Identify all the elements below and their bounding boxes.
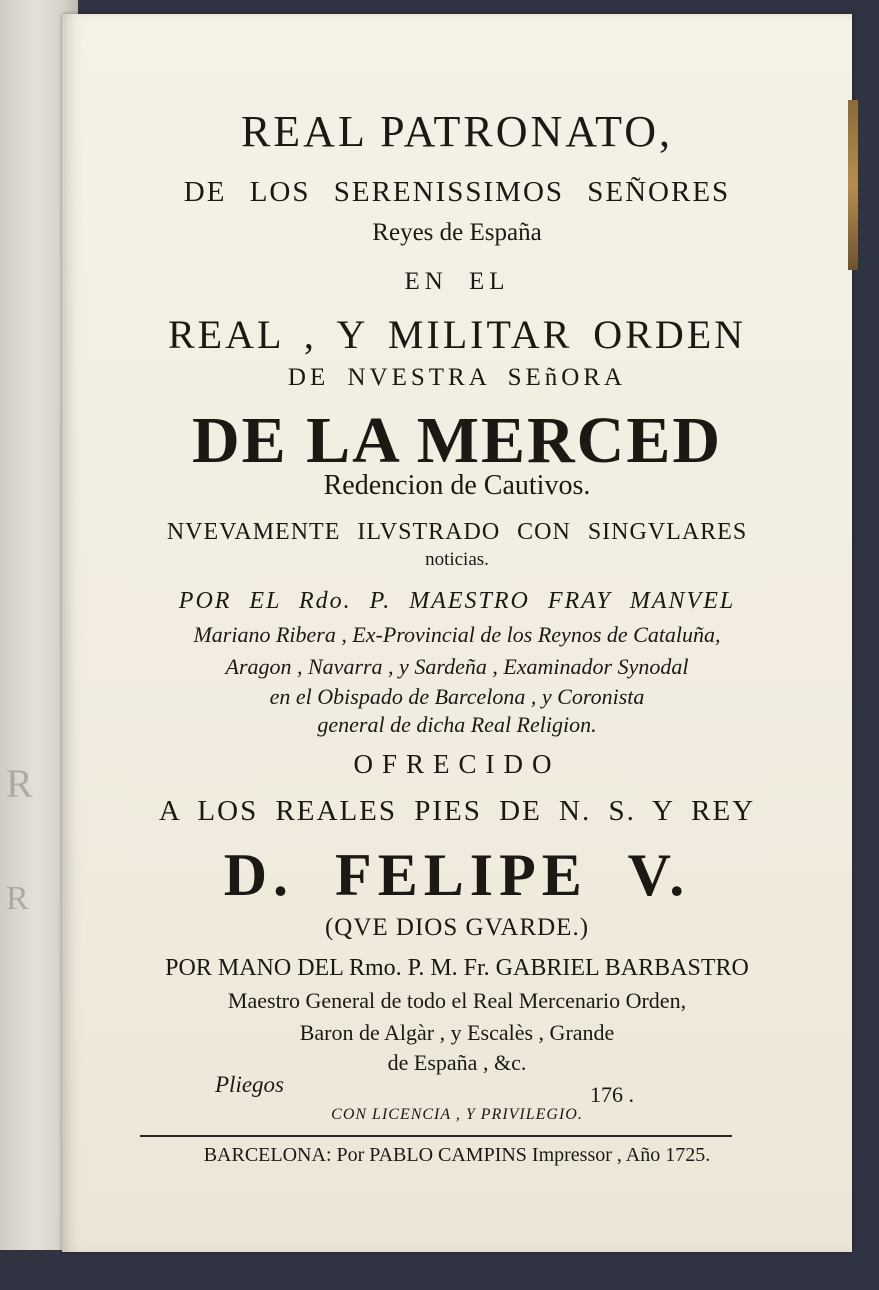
title-line-8: Redencion de Cautivos. bbox=[323, 470, 591, 501]
via-line-2: Maestro General de todo el Real Mercenario Orden, bbox=[227, 988, 687, 1013]
title-line-2: DE LOS SERENISSIMOS SEÑORES bbox=[183, 176, 731, 208]
title-line-10: noticias. bbox=[425, 549, 489, 570]
author-line-2: Mariano Ribera , Ex-Provincial de los Reynos de Cataluña, bbox=[193, 622, 721, 647]
via-line-1: POR MANO DEL Rmo. P. M. Fr. GABRIEL BARBASTRO bbox=[165, 955, 749, 981]
imprint-line: BARCELONA: Por PABLO CAMPINS Impressor , Año 1725. bbox=[203, 1144, 711, 1166]
king-name: D. FELIPE V. bbox=[223, 842, 691, 908]
ghost-letter: R bbox=[6, 761, 33, 806]
title-line-6: DE NVESTRA SEñORA bbox=[287, 364, 627, 391]
author-line-3: Aragon , Navarra , y Sardeña , Examinador Synodal bbox=[225, 654, 689, 679]
via-line-4: de España , &c. bbox=[387, 1050, 527, 1075]
blessing-line: (QVE DIOS GVARDE.) bbox=[324, 914, 590, 941]
title-line-1: REAL PATRONATO, bbox=[240, 107, 674, 156]
title-line-3: Reyes de España bbox=[372, 219, 542, 246]
offered-heading: OFRECIDO bbox=[353, 749, 561, 779]
license-line: CON LICENCIA , Y PRIVILEGIO. bbox=[331, 1106, 583, 1123]
title-line-9: NVEVAMENTE ILVSTRADO CON SINGVLARES bbox=[166, 519, 748, 545]
ghost-letter: R bbox=[6, 880, 29, 917]
folio-number: 176 . bbox=[590, 1082, 634, 1107]
author-line-1: POR EL Rdo. P. MAESTRO FRAY MANVEL bbox=[178, 588, 736, 614]
title-line-7: DE LA MERCED bbox=[191, 404, 723, 477]
via-line-3: Baron de Algàr , y Escalès , Grande bbox=[299, 1020, 615, 1045]
title-line-4: EN EL bbox=[404, 268, 510, 295]
author-line-5: general de dicha Real Religion. bbox=[317, 712, 597, 737]
pliegos-label: Pliegos bbox=[215, 1072, 284, 1097]
imprint-rule bbox=[140, 1135, 732, 1137]
dedication-line: A LOS REALES PIES DE N. S. Y REY bbox=[158, 795, 756, 827]
author-line-4: en el Obispado de Barcelona , y Coronista bbox=[269, 684, 645, 709]
title-line-5: REAL , Y MILITAR ORDEN bbox=[167, 312, 747, 357]
